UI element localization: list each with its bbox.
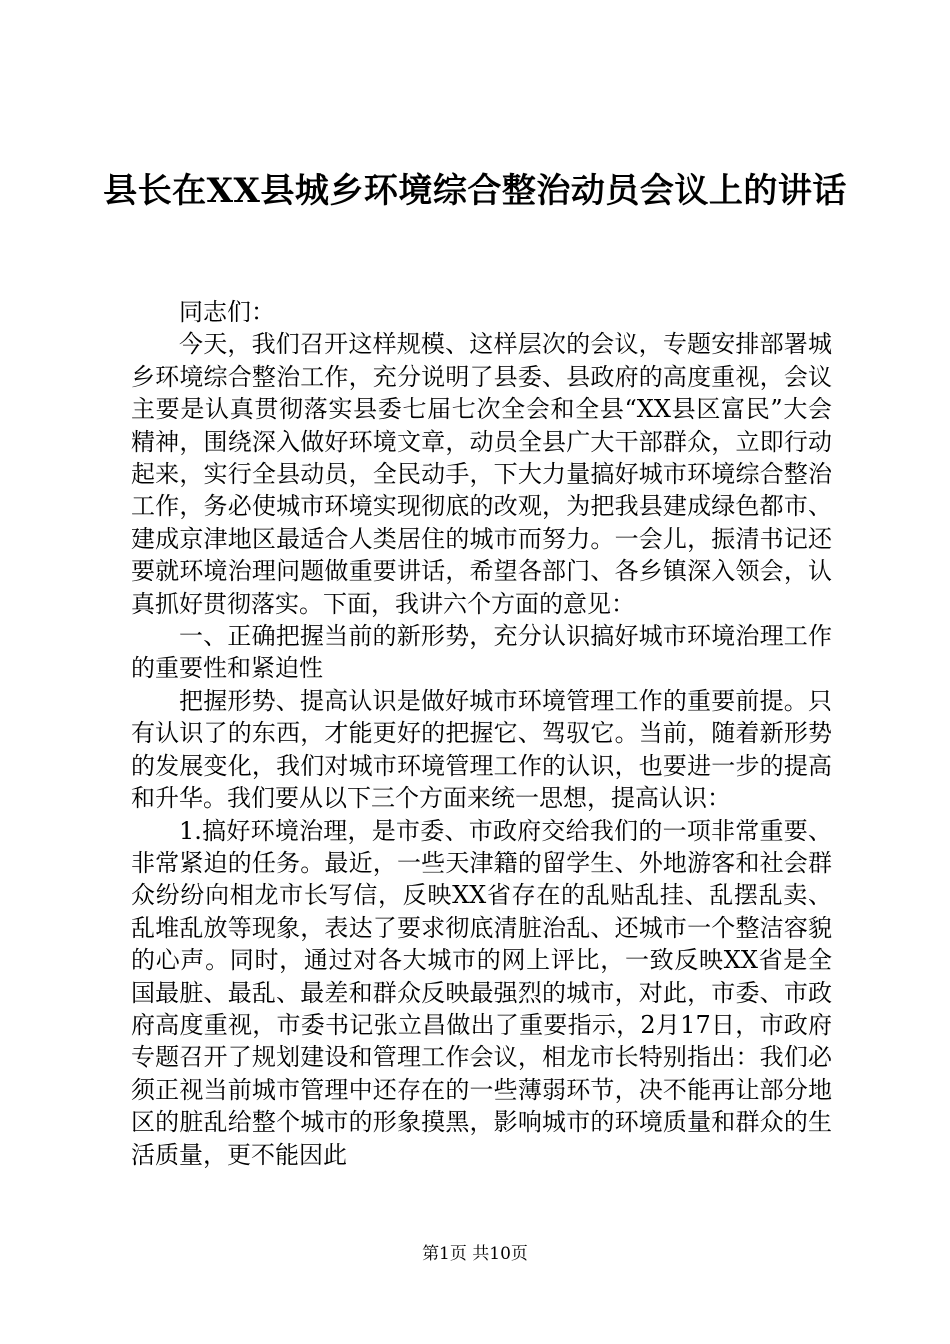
section-heading: 一、正确把握当前的新形势，充分认识搞好城市环境治理工作的重要性和紧迫性 (131, 622, 832, 683)
document-body (131, 296, 832, 1171)
document-title: 县长在XX县城乡环境综合整治动员会议上的讲话 (103, 171, 847, 211)
salutation: 同志们： (179, 298, 275, 326)
body-paragraph: 1.搞好环境治理，是市委、市政府交给我们的一项非常重要、非常紧迫的任务。最近，一些天津籍的留学生、外地游客和社会群众纷纷向相龙市长写信，反映XX省存在的乱贴乱挂、乱摆乱卖、乱堆乱放等现象，表达了要求彻底清脏治乱、还城市一个整洁容貌的心声。同时，通过对各大城市的网上评比，一致反映XX省是全国最脏、最乱、最差和群众反映最强烈的城市，对此，市委、市政府高度重视，市委书记张立昌做出了重要指示，2月17日，市政府专题召开了规划建设和管理工作会议，相龙市长特别指出：我们必须正视当前城市管理中还存在的一些薄弱环节，决不能再让部分地区的脏乱给整个城市的形象摸黑，影响城市的环境质量和群众的生活质量，更不能因此 (131, 816, 832, 1169)
body-paragraph: 今天，我们召开这样规模、这样层次的会议，专题安排部署城乡环境综合整治工作，充分说明了县委、县政府的高度重视，会议主要是认真贯彻落实县委七届七次全会和全县“XX县区富民”大会精神，围绕深入做好环境文章，动员全县广大干部群众，立即行动起来，实行全县动员，全民动手，下大力量搞好城市环境综合整治工作，务必使城市环境实现彻底的改观，为把我县建成绿色都市、建成京津地区最适合人类居住的城市而努力。一会儿，振清书记还要就环境治理问题做重要讲话，希望各部门、各乡镇深入领会，认真抓好贯彻落实。下面，我讲六个方面的意见： (131, 330, 832, 618)
page-footer: 第1页 共10页 (422, 1244, 528, 1264)
body-paragraph: 把握形势、提高认识是做好城市环境管理工作的重要前提。只有认识了的东西，才能更好的把握它、驾驭它。当前，随着新形势的发展变化，我们对城市环境管理工作的认识，也要进一步的提高和升华。我们要从以下三个方面来统一思想，提高认识： (131, 686, 832, 813)
